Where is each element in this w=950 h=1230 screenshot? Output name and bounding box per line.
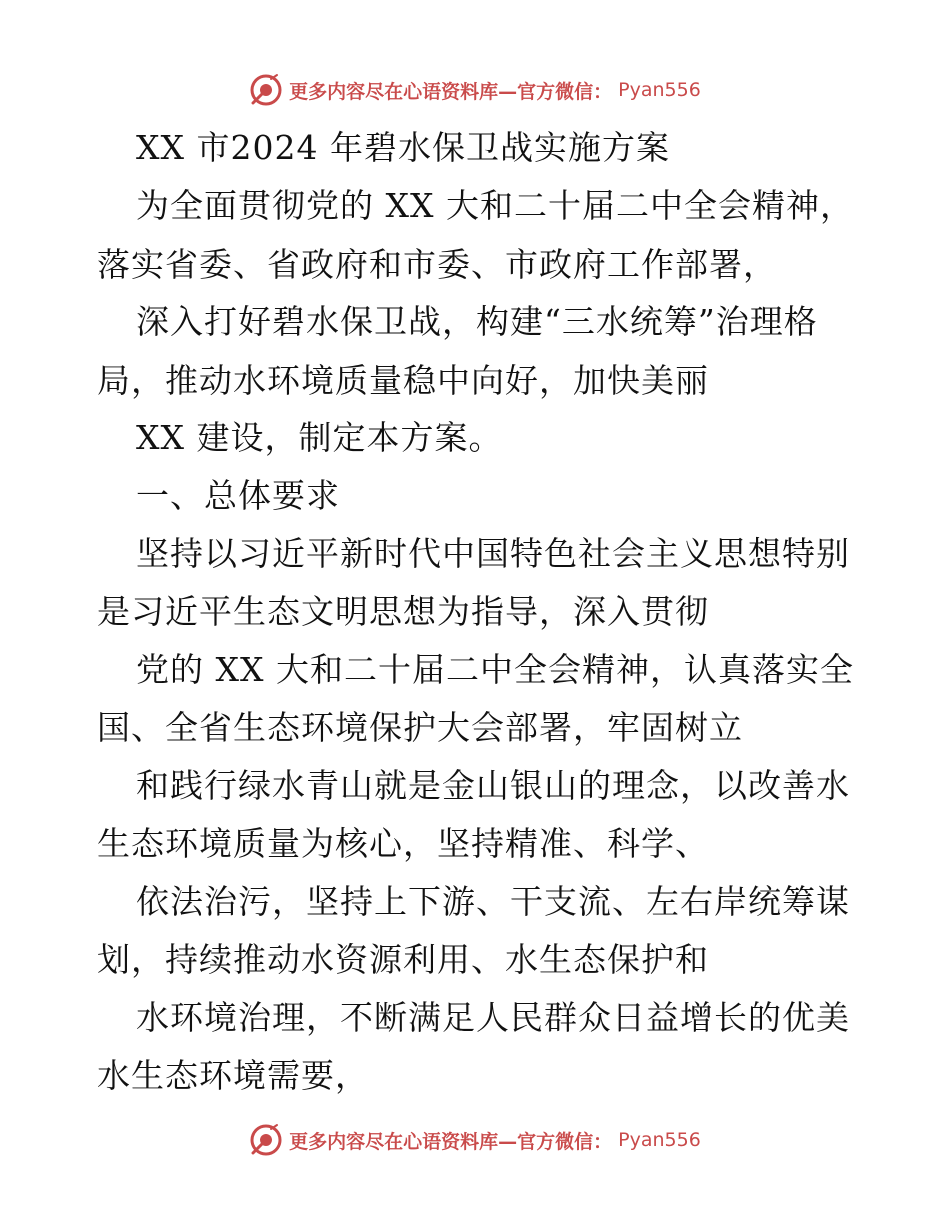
header-watermark-banner: [0, 70, 950, 110]
paragraph-line: 坚持以习近平新时代中国特色社会主义思想特别: [136, 534, 850, 573]
pen-logo-icon: [249, 1123, 283, 1157]
pen-logo-icon: [249, 73, 283, 107]
paragraph-line: 水生态环境需要，: [97, 1056, 369, 1095]
paragraph-line: 依法治污，坚持上下游、干支流、左右岸统筹谋: [136, 882, 850, 921]
watermark-text: 更多内容尽在心语资料库—官方微信：: [289, 80, 613, 103]
section-heading: 一、总体要求: [136, 476, 340, 515]
paragraph-line: 生态环境质量为核心，坚持精准、科学、: [97, 824, 709, 863]
document-title: XX 市2024 年碧水保卫战实施方案: [136, 128, 670, 167]
paragraph-line: 深入打好碧水保卫战，构建“三水统筹”治理格: [136, 302, 818, 341]
paragraph-line: 和践行绿水青山就是金山银山的理念，以改善水: [136, 766, 850, 805]
paragraph-line: 是习近平生态文明思想为指导，深入贯彻: [97, 592, 709, 631]
wechat-id: Pyan556: [618, 1129, 701, 1151]
wechat-id: Pyan556: [618, 79, 701, 101]
footer-watermark-banner: [0, 1120, 950, 1160]
paragraph-line: 局，推动水环境质量稳中向好，加快美丽: [97, 361, 709, 400]
watermark-text: 更多内容尽在心语资料库—官方微信：: [289, 1130, 613, 1153]
paragraph-line: 为全面贯彻党的 XX 大和二十届二中全会精神，: [136, 186, 854, 225]
paragraph-line: 党的 XX 大和二十届二中全会精神，认真落实全: [136, 650, 854, 689]
paragraph-line: 水环境治理，不断满足人民群众日益增长的优美: [136, 998, 850, 1037]
paragraph-line: 划，持续推动水资源利用、水生态保护和: [97, 940, 709, 979]
paragraph-line: XX 建设，制定本方案。: [136, 418, 503, 457]
paragraph-line: 国、全省生态环境保护大会部署，牢固树立: [97, 708, 743, 747]
paragraph-line: 落实省委、省政府和市委、市政府工作部署，: [97, 245, 777, 284]
